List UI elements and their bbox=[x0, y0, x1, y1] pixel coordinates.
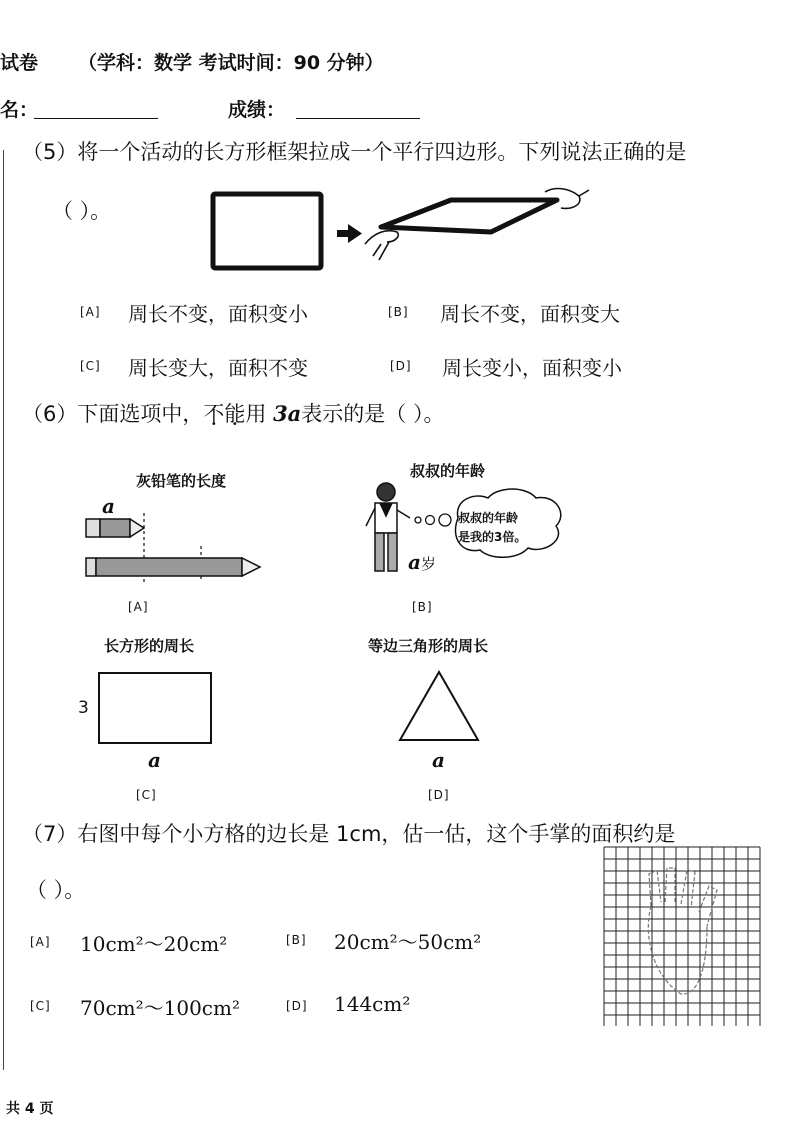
q6-b-caption: 叔叔的年龄 bbox=[410, 462, 486, 480]
q6-a-label: [A] bbox=[128, 600, 149, 614]
score-blank-line bbox=[296, 118, 420, 119]
q6-c-var: a bbox=[148, 748, 161, 772]
q5-option-d-label: [D] bbox=[390, 359, 412, 373]
q6-b-age bbox=[408, 550, 436, 574]
q7-option-b-text: 20cm²～50cm² bbox=[334, 930, 482, 954]
q7-option-a-text: 10cm²～20cm² bbox=[80, 932, 228, 956]
margin-line bbox=[3, 150, 4, 1070]
score-label: 成绩： bbox=[228, 99, 286, 121]
q6-d-label: [D] bbox=[428, 788, 450, 802]
header-title-fragment: 试卷 bbox=[0, 52, 39, 74]
q7-option-c-text: 70cm²～100cm² bbox=[80, 996, 240, 1020]
q6-stem-before: （6）下面选项中， bbox=[22, 402, 204, 426]
q7-stem: （7）右图中每个小方格的边长是 1cm，估一估，这个手掌的面积约是 bbox=[22, 822, 676, 846]
q6-b-bubble-line2: 是我的3倍。 bbox=[458, 530, 527, 544]
q6-stem-after: 表示的是（ ）。 bbox=[301, 402, 445, 426]
short-pencil-icon bbox=[86, 519, 144, 537]
q6-d-var: a bbox=[432, 748, 445, 772]
triangle-shape bbox=[396, 668, 482, 744]
q6-c-caption: 长方形的周长 bbox=[104, 637, 195, 655]
q7-option-d-text: 144cm² bbox=[334, 992, 411, 1016]
subject-info: （学科：数学 考试时间：90 分钟） bbox=[78, 52, 384, 74]
q7-option-a-label: [A] bbox=[30, 935, 51, 949]
q6-emph-not: 不 bbox=[203, 402, 225, 426]
q5-option-c-text: 周长变大，面积不变 bbox=[128, 356, 308, 380]
long-pencil-icon bbox=[86, 558, 260, 576]
left-hand-icon bbox=[365, 231, 398, 260]
q5-answer-blank: （ ）。 bbox=[52, 199, 112, 223]
q7-answer-blank: （ ）。 bbox=[26, 878, 86, 902]
q5-option-a-text: 周长不变，面积变小 bbox=[128, 302, 308, 326]
hand-on-grid-illustration bbox=[603, 846, 761, 1026]
boy-icon bbox=[366, 483, 410, 571]
page-count: 共 4 页 bbox=[6, 1101, 54, 1117]
arrow-right-icon bbox=[337, 224, 362, 243]
q6-b-unit: 岁 bbox=[420, 555, 436, 573]
q6-a-caption: 灰铅笔的长度 bbox=[136, 472, 227, 490]
q5-option-b-label: [B] bbox=[388, 305, 409, 319]
pencils-illustration bbox=[78, 510, 268, 585]
rectangle-frame bbox=[213, 194, 321, 268]
q6-emph-can: 能 bbox=[224, 402, 246, 426]
q5-option-a-label: [A] bbox=[80, 305, 101, 319]
q6-stem-mid: 用 bbox=[245, 402, 274, 426]
q7-option-d-label: [D] bbox=[286, 999, 308, 1013]
name-blank-line bbox=[34, 118, 158, 119]
q7-option-c-label: [C] bbox=[30, 999, 51, 1013]
q5-option-d-text: 周长变小，面积变小 bbox=[442, 356, 622, 380]
name-label: 名： bbox=[0, 99, 39, 121]
rectangle-shape bbox=[96, 670, 216, 746]
q6-b-var: a bbox=[408, 550, 421, 574]
q5-option-c-label: [C] bbox=[80, 359, 101, 373]
q5-option-b-text: 周长不变，面积变大 bbox=[440, 302, 620, 326]
square-grid bbox=[604, 847, 760, 1026]
parallelogram-frame bbox=[381, 200, 557, 232]
q6-c-side: 3 bbox=[78, 698, 89, 718]
q6-a-var: a bbox=[102, 494, 115, 518]
q6-b-label: [B] bbox=[412, 600, 433, 614]
q7-option-b-label: [B] bbox=[286, 933, 307, 947]
q6-stem bbox=[22, 398, 444, 428]
q6-b-bubble-line1: 叔叔的年龄 bbox=[458, 511, 519, 525]
q6-stem-var: 3a bbox=[273, 401, 302, 426]
q6-d-caption: 等边三角形的周长 bbox=[368, 637, 489, 655]
q6-c-label: [C] bbox=[136, 788, 157, 802]
q5-frame-illustration bbox=[205, 182, 595, 277]
q5-stem: （5）将一个活动的长方形框架拉成一个平行四边形。下列说法正确的是 bbox=[22, 140, 687, 164]
